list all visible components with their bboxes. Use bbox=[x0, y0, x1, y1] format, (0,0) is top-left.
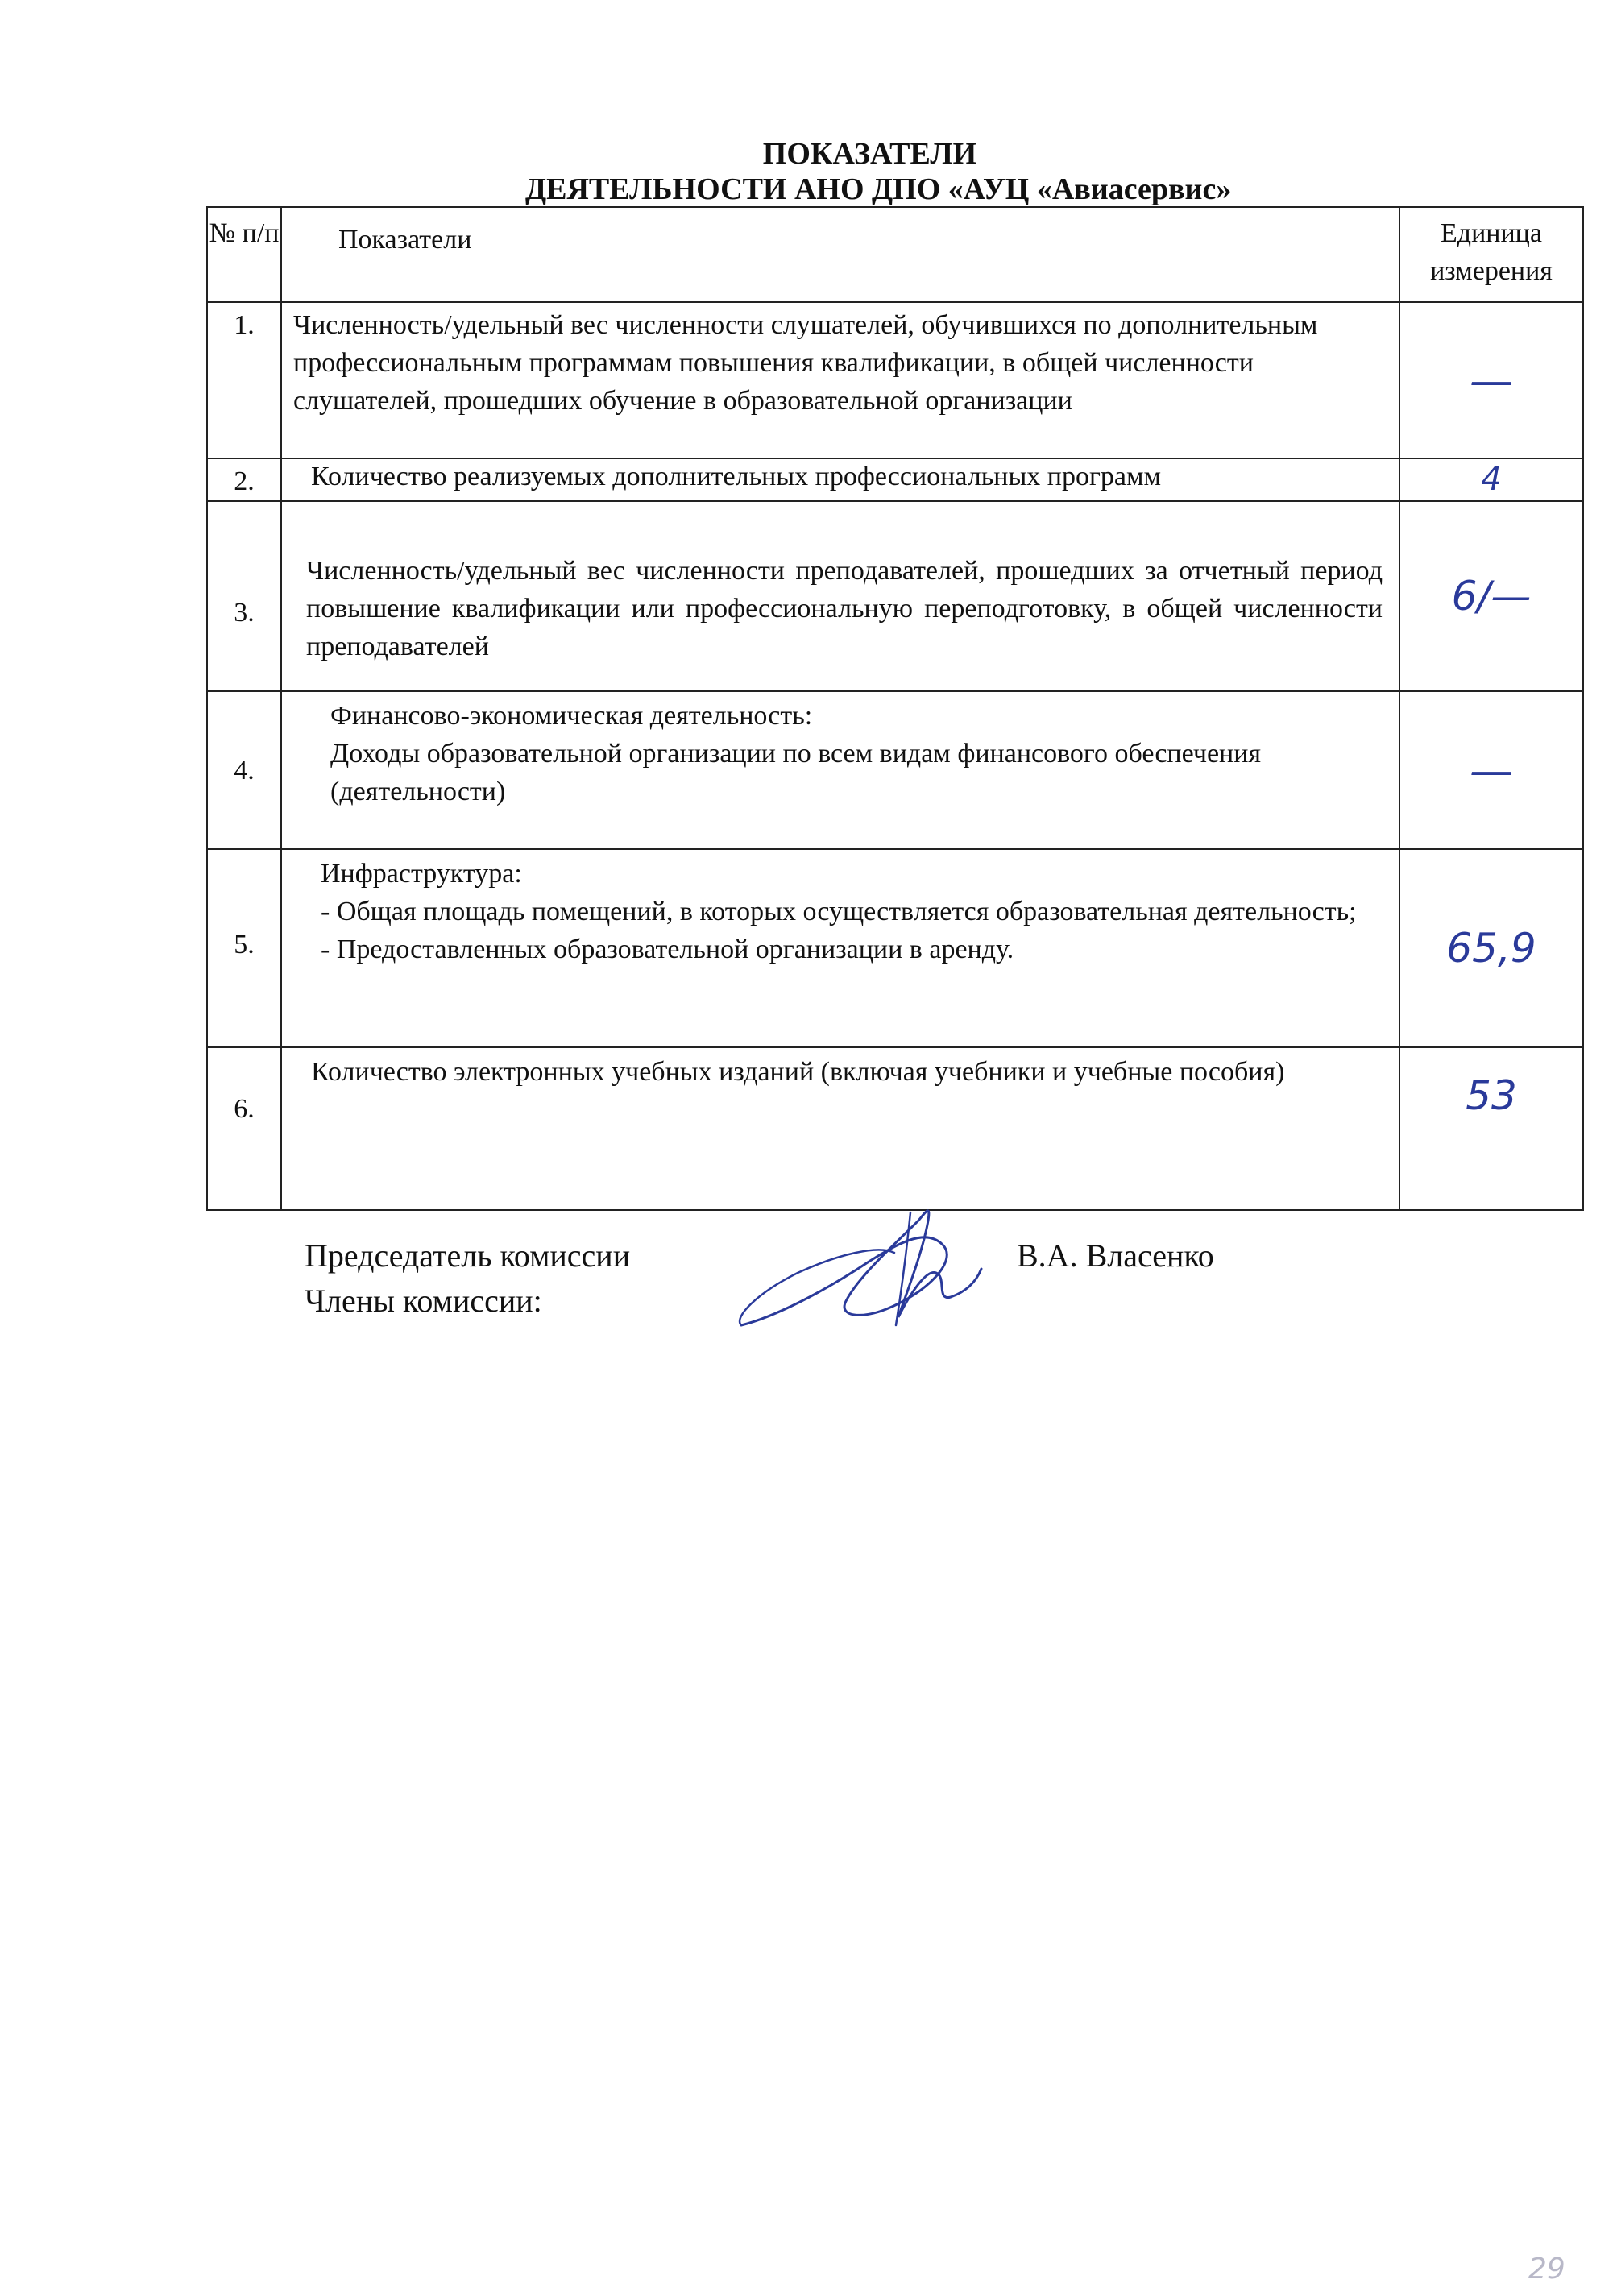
table-row bbox=[207, 501, 1583, 691]
chairman-name: В.А. Власенко bbox=[1017, 1237, 1214, 1274]
page-number-mark bbox=[1527, 2248, 1583, 2288]
row-indicator: Количество реализуемых дополнительных профессиональных программ bbox=[281, 458, 1399, 501]
row-indicator bbox=[281, 849, 1399, 1047]
table-row bbox=[207, 302, 1583, 458]
row-number: 1. bbox=[207, 302, 281, 458]
header-number: № п/п bbox=[207, 207, 281, 302]
row-number: 4. bbox=[207, 691, 281, 849]
handwritten-value: 6/— bbox=[1399, 501, 1583, 691]
table-row bbox=[207, 849, 1583, 1047]
header-unit: Единица измерения bbox=[1399, 207, 1583, 302]
row-number: 2. bbox=[207, 458, 281, 501]
row-indicator: Количество электронных учебных изданий (включая учебники и учебные пособия) bbox=[281, 1047, 1399, 1210]
handwritten-value: 4 bbox=[1399, 458, 1583, 501]
indicators-table bbox=[206, 206, 1584, 1211]
indicator-line: - Общая площадь помещений, в которых осуществляется образовательная деятельность; bbox=[321, 897, 1357, 926]
page-number: 29 bbox=[1528, 2252, 1565, 2286]
signature-image bbox=[725, 1196, 999, 1341]
header-indicator: Показатели bbox=[281, 207, 1399, 302]
row-indicator: Численность/удельный вес численности преподавателей, прошедших за отчетный период повышение квалификации или профессиональную переподготовку, в общей численности преподавателей bbox=[281, 501, 1399, 691]
indicator-line: Доходы образовательной организации по всем видам финансового обеспечения (деятельности) bbox=[330, 739, 1262, 806]
handwritten-value: 65,9 bbox=[1399, 849, 1583, 1047]
indicator-line: Финансово-экономическая деятельность: bbox=[330, 701, 813, 731]
indicator-line: Инфраструктура: bbox=[321, 859, 522, 889]
members-label: Члены комиссии: bbox=[305, 1283, 542, 1319]
handwritten-value: — bbox=[1399, 691, 1583, 849]
row-number: 3. bbox=[207, 501, 281, 691]
row-number: 6. bbox=[207, 1047, 281, 1210]
row-indicator bbox=[281, 691, 1399, 849]
row-indicator: Численность/удельный вес численности слушателей, обучившихся по дополнительным профессиональным программам повышения квалификации, в общей численности слушателей, прошедших обучение в образовательной организации bbox=[281, 302, 1399, 458]
indicator-line: - Предоставленных образовательной организации в аренду. bbox=[321, 935, 1014, 964]
document-title-line2: ДЕЯТЕЛЬНОСТИ АНО ДПО «АУЦ «Авиасервис» bbox=[525, 172, 1232, 206]
table-row bbox=[207, 691, 1583, 849]
table-row bbox=[207, 458, 1583, 501]
table-row bbox=[207, 1047, 1583, 1210]
handwritten-value: 53 bbox=[1399, 1047, 1583, 1210]
table-header-row bbox=[207, 207, 1583, 302]
chairman-label: Председатель комиссии bbox=[305, 1237, 631, 1274]
document-title-line1: ПОКАЗАТЕЛИ bbox=[762, 137, 977, 171]
row-number: 5. bbox=[207, 849, 281, 1047]
handwritten-value: — bbox=[1399, 302, 1583, 458]
